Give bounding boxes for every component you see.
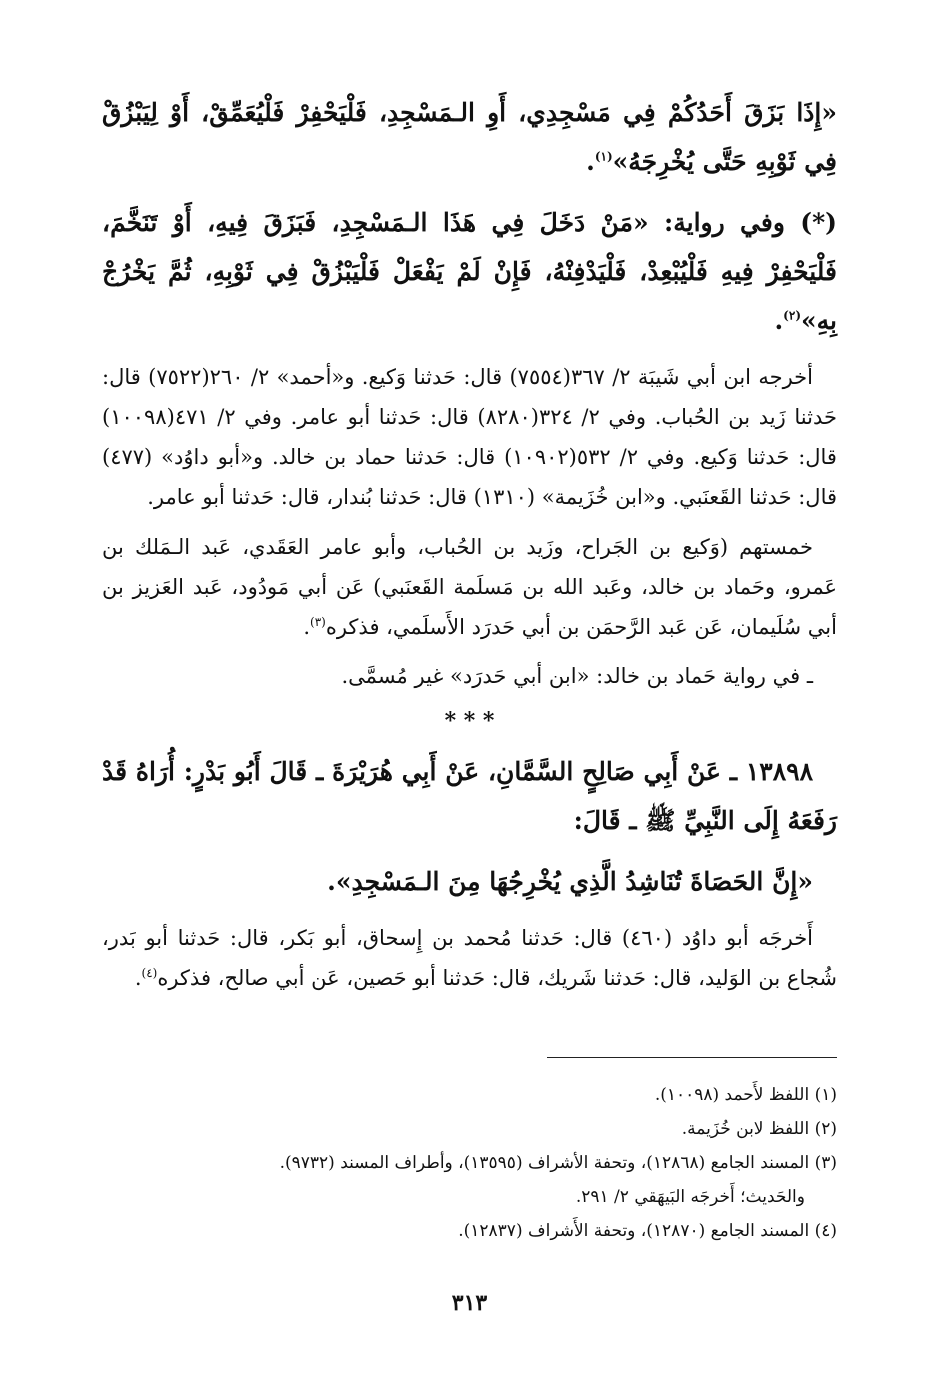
- footnote-ref: (٤): [141, 966, 158, 980]
- footnotes: [102, 1078, 837, 1248]
- takhrij-paragraph-content: خمستهم (وَكيع بن الجَراح، وزَيد بن الحُباب، وأبو عامر العَقَدي، عَبد الـمَلك بن عَمرو، وحَماد بن خالد، وعَبد الله بن مَسلَمة القَعنَبي) عَن أبي مَودُود، عَبد العَزيز بن أبي سُلَيمان، عَن عَبد الرَّحمَن بن أبي حَدرَد الأَسلَمي، فذكره: [102, 535, 837, 639]
- page-number: ٣١٣: [451, 1290, 488, 1316]
- section-separator: * * *: [444, 708, 495, 734]
- footnote-1: (١) اللفظ لأَحمد (١٠٠٩٨).: [654, 1085, 837, 1105]
- footnote-2: (٢) اللفظ لابن خُزَيمة.: [681, 1119, 837, 1139]
- takhrij-paragraph: أَخرجَه أبو داوُد (٤٦٠) قال: حَدثنا مُحمد بن إِسحاق، أبو بَكر، قال: حَدثنا أبو بَدر، شُجاع بن الوَليد، قال: حَدثنا شَريك، قال: حَدثنا أبو حَصين، عَن أبي صالح، فذكره$^{(٤)}$.: [102, 926, 837, 990]
- footnote-ref: (١): [594, 149, 613, 164]
- hadith-text: «إِنَّ الحَصَاةَ تُنَاشِدُ الَّذِي يُخْرِجُهَا مِنَ الـمَسْجِدِ».: [327, 867, 813, 896]
- footnote-divider: [547, 1057, 837, 1058]
- takhrij-paragraph: خمستهم (وَكيع بن الجَراح، وزَيد بن الحُباب، وأبو عامر العَقَدي، عَبد الـمَلك بن عَمرو، وحَماد بن خالد، وعَبد الله بن مَسلَمة القَعنَبي) عَن أبي مَودُود، عَبد العَزيز بن أبي سُلَيمان، عَن عَبد الرَّحمَن بن أبي حَدرَد الأَسلَمي، فذكره$^{(٣)}$.: [102, 535, 837, 639]
- footnote-4: (٤) المسند الجامع (١٢٨٧٠)، وتحفة الأَشراف (١٢٨٣٧).: [458, 1221, 837, 1241]
- page-body: [102, 88, 837, 1008]
- footnote-ref: (٣): [310, 615, 326, 629]
- footnote-3-continued: والحَديث؛ أَخرجَه البَيهَقي ٢/ ٢٩١.: [575, 1187, 805, 1207]
- hadith-intro: ١٣٨٩٨ ـ عَنْ أَبِي صَالِحٍ السَّمَّانِ، عَنْ أَبِي هُرَيْرَةَ ـ قَالَ أَبُو بَدْرٍ: أُرَاهُ قَدْ رَفَعَهُ إِلَى النَّبِيِّ ﷺ ـ قَالَ:: [102, 757, 837, 835]
- riwaya-text-content: (*) وفي رواية: «مَنْ دَخَلَ فِي هَذَا الـمَسْجِدِ، فَبَزَقَ فِيهِ، أَوْ تَنَخَّمَ، فَلْيَحْفِرْ فِيهِ فَلْيُبْعِدْ، فَلْيَدْفِنْهُ، فَإِنْ لَمْ يَفْعَلْ فَلْيَبْزُقْ فِي ثَوْبِهِ، ثُمَّ يَخْرُجْ بِهِ»: [102, 208, 837, 335]
- riwaya-text: (*) وفي رواية: «مَنْ دَخَلَ فِي هَذَا الـمَسْجِدِ، فَبَزَقَ فِيهِ، أَوْ تَنَخَّمَ، فَلْيَحْفِرْ فِيهِ فَلْيُبْعِدْ، فَلْيَدْفِنْهُ، فَإِنْ لَمْ يَفْعَلْ فَلْيَبْزُقْ فِي ثَوْبِهِ، ثُمَّ يَخْرُجْ بِهِ»$^{(٢)}$.: [102, 208, 837, 335]
- hadith-text-content: «إِذَا بَزَقَ أَحَدُكُمْ فِي مَسْجِدِي، أَوِ الـمَسْجِدِ، فَلْيَحْفِرْ فَلْيُعَمِّقْ، أَوْ لِيَبْزُقْ فِي ثَوْبِهِ حَتَّى يُخْرِجَهُ»: [102, 98, 837, 176]
- hadith-text: «إِذَا بَزَقَ أَحَدُكُمْ فِي مَسْجِدِي، أَوِ الـمَسْجِدِ، فَلْيَحْفِرْ فَلْيُعَمِّقْ، أَوْ لِيَبْزُقْ فِي ثَوْبِهِ حَتَّى يُخْرِجَهُ»$^{(١)}$.: [102, 98, 837, 176]
- riwaya-note: ـ في رواية حَماد بن خالد: «ابن أبي حَدرَد» غير مُسمَّى.: [341, 664, 813, 688]
- takhrij-paragraph-content: أَخرجَه أبو داوُد (٤٦٠) قال: حَدثنا مُحمد بن إِسحاق، أبو بَكر، قال: حَدثنا أبو بَدر، شُجاع بن الوَليد، قال: حَدثنا شَريك، قال: حَدثنا أبو حَصين، عَن أبي صالح، فذكره: [102, 926, 837, 990]
- footnote-ref: (٢): [783, 308, 801, 323]
- takhrij-paragraph: أخرجه ابن أبي شَيبَة ٢/ ٣٦٧(٧٥٥٤) قال: حَدثنا وَكيع. و«أحمد» ٢/ ٢٦٠(٧٥٢٢) قال: حَدثنا زَيد بن الحُباب. وفي ٢/ ٣٢٤(٨٢٨٠) قال: حَدثنا أبو عامر. وفي ٢/ ٤٧١(١٠٠٩٨) قال: حَدثنا وَكيع. وفي ٢/ ٥٣٢(١٠٩٠٢) قال: حَدثنا حماد بن خالد. و«أبو داوُد» (٤٧٧) قال: حَدثنا القَعنَبي. و«ابن خُزَيمة» (١٣١٠) قال: حَدثنا بُندار، قال: حَدثنا أبو عامر.: [102, 365, 837, 509]
- footnote-3: (٣) المسند الجامع (١٢٨٦٨)، وتحفة الأشراف (١٣٥٩٥)، وأطراف المسند (٩٧٣٢).: [279, 1153, 837, 1173]
